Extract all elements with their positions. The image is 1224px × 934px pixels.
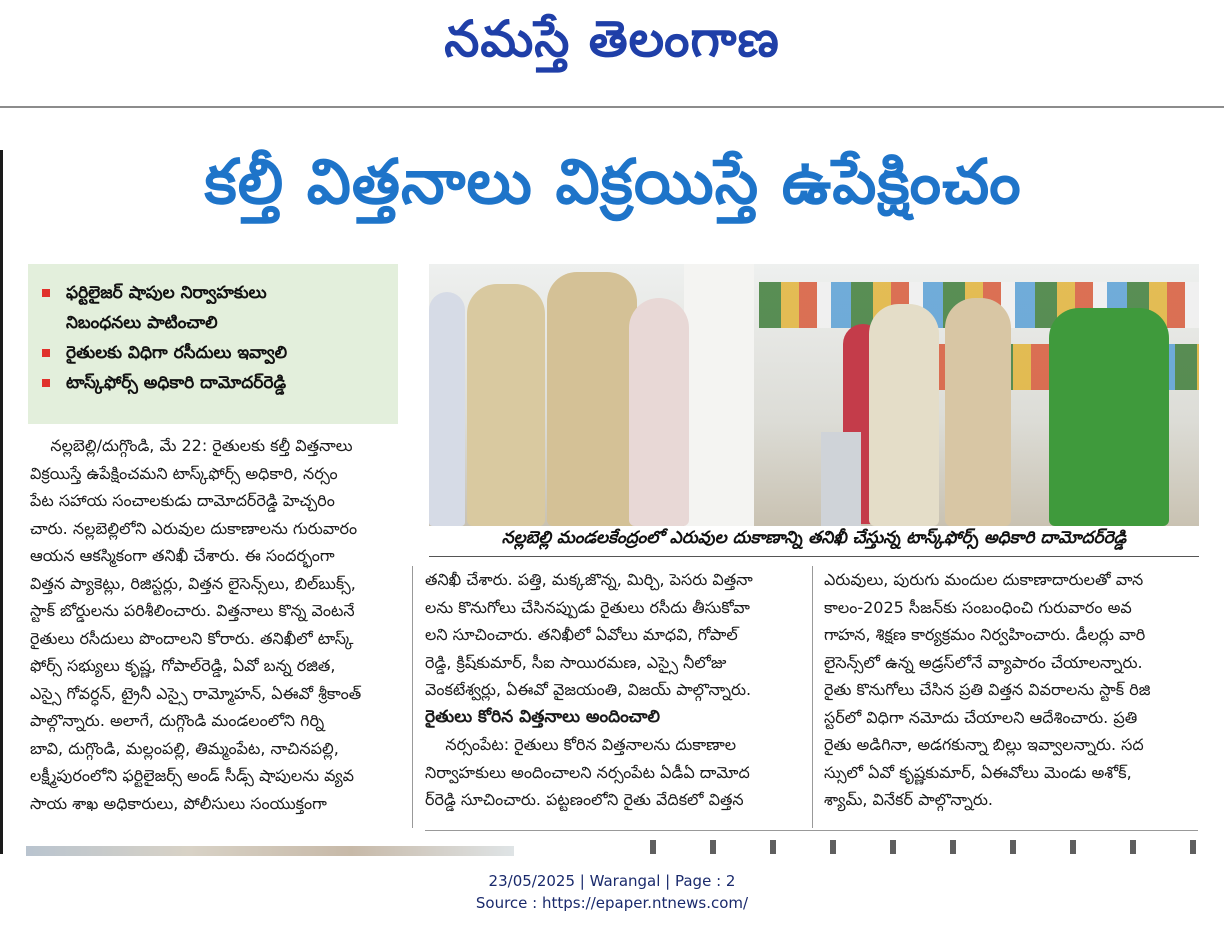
text-line: విత్తన ప్యాకెట్లు, రిజిస్టర్లు, విత్తన లైసెన్స్‌లు, బిల్‌బుక్స్, [30, 573, 356, 593]
summary-point-text: నిబంధనలు పాటించాలి [66, 313, 218, 333]
source-link[interactable]: Source : https://epaper.ntnews.com/ [475, 894, 749, 912]
text-line: వెంకటేశ్వర్లు, ఏఈవో వైజయంతి, విజయ్ పాల్గొన్నారు. [425, 680, 752, 699]
article-bottom-rule [425, 830, 1198, 831]
next-article-headline-edge [650, 840, 1198, 854]
text-line: ఎస్సై గోవర్ధన్, ట్రైనీ ఎస్సై రామ్మోహన్, ఏఈవో శ్రీకాంత్ [30, 683, 362, 703]
text-line: రెడ్డి, క్రిష్‌కుమార్, సీఐ సాయిరమణ, ఎస్సై నీలోజు [425, 652, 727, 672]
article-column-3 [824, 566, 1198, 814]
article-column-1 [30, 432, 398, 817]
edition-info: 23/05/2025 | Warangal | Page : 2 [488, 872, 736, 890]
text-line: రైతు కొనుగోలు చేసిన ప్రతి విత్తన వివరాలను స్టాక్ రిజి [824, 680, 1151, 699]
article-subheading: రైతులు కోరిన విత్తనాలు అందించాలి [425, 706, 660, 727]
masthead [0, 0, 1224, 104]
text-line: నర్సంపేట: రైతులు కోరిన విత్తనాలను దుకాణాల [425, 735, 737, 754]
text-line: ఆయన ఆకస్మికంగా తనిఖీ చేశారు. ఈ సందర్భంగా [30, 546, 335, 565]
text-line: ఎరువులు, పురుగు మందుల దుకాణాదారులతో వాన [824, 570, 1144, 589]
text-line: శ్యామ్, వినేకర్ పాల్గొన్నారు. [824, 790, 994, 809]
text-line: విక్రయిస్తే ఉపేక్షించమని టాస్క్‌ఫోర్స్ అధికారి, నర్సం [30, 463, 338, 483]
text-line: నిర్వాహకులు అందించాలని నర్సంపేట ఏడీఏ దామోద [425, 762, 750, 782]
text-line: స్సులో ఏవో కృష్ణకుమార్, ఏఈవోలు మెండు అశోక్, [824, 762, 1132, 782]
article-column-2 [425, 566, 803, 814]
photo-person [467, 284, 545, 526]
bullet-icon [42, 379, 50, 387]
text-line: పాల్గొన్నారు. అలాగే, దుగ్గొండి మండలంలోని గిర్ని [30, 711, 325, 730]
page-footer [0, 870, 1224, 914]
text-line: రైతు అడిగినా, అడగకున్నా బిల్లు ఇవ్వాలన్నారు. సద [824, 735, 1144, 754]
photo-caption: నల్లబెల్లి మండలకేంద్రంలో ఎరువుల దుకాణాన్ని తనిఖీ చేస్తున్న టాస్క్‌ఫోర్స్ అధికారి దామోదర్‌రెడ్డి [501, 528, 1127, 548]
text-line: రైతులు రసీదులు పొందాలని కోరారు. తనిఖీలో టాస్క్ [30, 628, 354, 648]
photo-person [547, 272, 637, 526]
next-article-photo-edge [26, 846, 514, 856]
text-line: పేట సహాయ సంచాలకుడు దామోదర్‌రెడ్డి హెచ్చరిం [30, 491, 335, 510]
photo-person [869, 304, 939, 526]
summary-point [40, 278, 388, 338]
article-headline: కల్తీ విత్తనాలు విక్రయిస్తే ఉపేక్షించం [204, 145, 1022, 218]
masthead-divider [0, 106, 1224, 108]
text-line: లని సూచించారు. తనిఖీలో ఏవోలు మాధవి, గోపాల్ [425, 625, 738, 644]
text-line: ర్‌రెడ్డి సూచించారు. పట్టణంలోని రైతు వేదికలో విత్తన [425, 790, 744, 809]
bullet-icon [42, 349, 50, 357]
text-line: స్టాక్ బోర్డులను పరిశీలించారు. విత్తనాలు కొన్న వెంటనే [30, 601, 355, 620]
text-line: కాలం-2025 సీజన్‌కు సంబంధించి గురువారం అవ [824, 597, 1132, 617]
photo-person [429, 292, 465, 526]
summary-point [40, 368, 388, 398]
text-line: స్టర్‌లో విధిగా నమోదు చేయాలని ఆదేశించారు. ప్రతి [824, 707, 1138, 727]
text-line: లక్ష్మీపురంలోని ఫర్టిలైజర్స్ అండ్ సీడ్స్ షాపులను వ్యవ [30, 766, 355, 785]
summary-box [28, 264, 398, 424]
photo-person [945, 298, 1011, 526]
text-line: చారు. నల్లబెల్లిలోని ఎరువుల దుకాణాలను గురువారం [30, 518, 358, 538]
news-photo [429, 264, 1199, 526]
text-line: బావి, దుగ్గొండి, మల్లంపల్లి, తిమ్మంపేట, నాచినపల్లి, [30, 738, 339, 758]
photo-pillar [684, 264, 754, 526]
photo-counter [821, 432, 861, 526]
text-line: గాహన, శిక్షణ కార్యక్రమం నిర్వహించారు. డీలర్లు వారి [824, 625, 1146, 644]
column-divider [812, 566, 813, 828]
text-line: నల్లబెల్లి/దుగ్గొండి, మే 22: రైతులకు కల్తీ విత్తనాలు [30, 436, 353, 455]
summary-point-text: టాస్క్‌ఫోర్స్ అధికారి దామోదర్‌రెడ్డి [66, 373, 287, 393]
text-line: ఫోర్స్ సభ్యులు కృష్ణ, గోపాల్‌రెడ్డి, ఏవో బన్న రజిత, [30, 656, 336, 675]
summary-point-text: ఫర్టిలైజర్ షాపుల నిర్వాహకులు [66, 283, 267, 303]
bullet-icon [42, 289, 50, 297]
photo-person [629, 298, 689, 526]
caption-divider [429, 556, 1199, 557]
summary-point [40, 338, 388, 368]
column-divider [412, 566, 413, 828]
text-line: సాయ శాఖ అధికారులు, పోలీసులు సంయుక్తంగా [30, 793, 327, 813]
text-line: లైసెన్స్‌లో ఉన్న అడ్రస్‌లోనే వ్యాపారం చేయాలన్నారు. [824, 652, 1143, 672]
photo-person [1049, 308, 1169, 526]
summary-point-text: రైతులకు విధిగా రసీదులు ఇవ్వాలి [66, 343, 288, 363]
text-line: తనిఖీ చేశారు. పత్తి, మక్కజొన్న, మిర్చి, పెసరు విత్తనా [425, 570, 753, 589]
newspaper-logo: నమస్తే తెలంగాణ [444, 10, 780, 68]
text-line: లను కొనుగోలు చేసినప్పుడు రైతులు రసీదు తీసుకోవా [425, 597, 750, 617]
